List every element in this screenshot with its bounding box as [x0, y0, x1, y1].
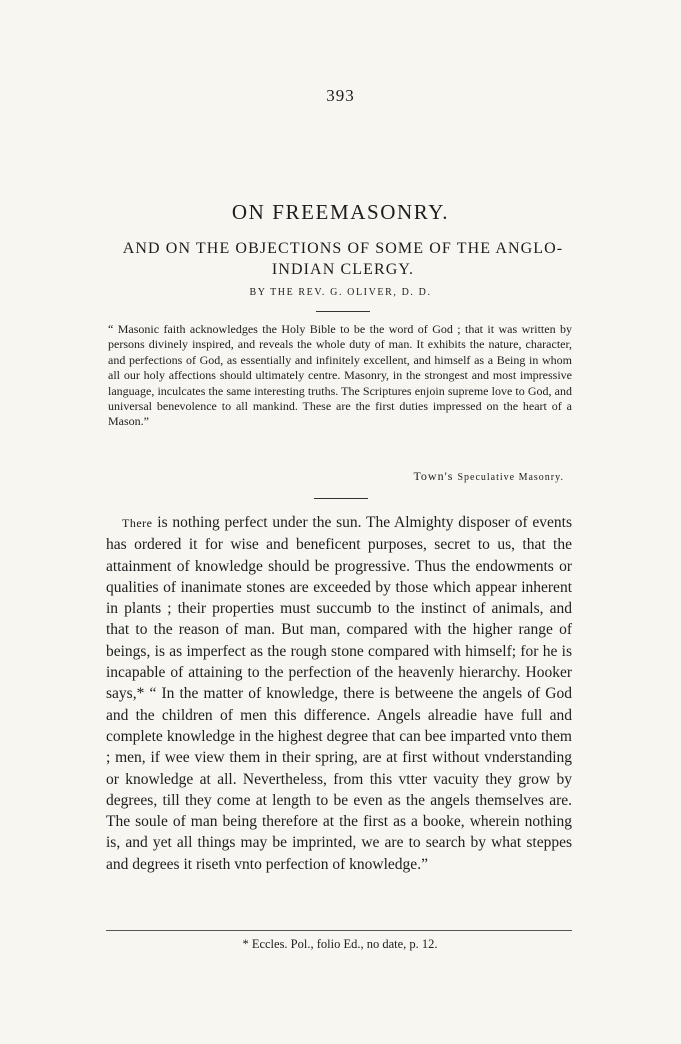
epigraph-divider — [314, 498, 368, 499]
attribution-author: Town's — [413, 469, 454, 483]
page-number: 393 — [326, 86, 355, 105]
footnote-divider — [106, 930, 572, 931]
title-divider — [316, 311, 370, 312]
author-byline: BY THE REV. G. OLIVER, D. D. — [249, 287, 432, 298]
body-dropword: There — [122, 516, 153, 530]
attribution-work: Speculative Masonry. — [457, 472, 564, 483]
body-paragraph — [106, 512, 572, 875]
article-title: ON FREEMASONRY. — [231, 200, 450, 224]
footnote: * Eccles. Pol., folio Ed., no date, p. 12. — [242, 937, 438, 951]
epigraph-quote: “ Masonic faith acknowledges the Holy Bible to be the word of God ; that it was written by persons divinely inspired, and reveals the whole duty of man. It exhibits the nature, character, and perfections of God, as essentially and infinitely excellent, and himself as a Being in whom all our holy affections should ultimately centre. Masonry, in the strongest and most impressive language, inculcates the same interesting truths. The Scriptures enjoin supreme love to God, and universal benevolence to all mankind. These are the first duties impressed on the heart of a Mason.” — [108, 322, 572, 429]
body-paragraph-text: is nothing perfect under the sun. The Almighty disposer of events has ordered it for wise and beneficent purposes, secret to us, that the attainment of knowledge should be progressive. Thus the endowments or qualities of inanimate stones are exceeded by those which appear inherent in plants ; their properties must succumb to the instinct of animals, and that to the reason of man. But man, compared with the higher range of beings, is as imperfect as the rough stone compared with himself; for he is incapable of attaining to the perfection of the heavenly hierarchy. Hooker says,* “ In the matter of knowledge, there is betweene the angels of God and the children of men this difference. Angels alreadie have full and complete knowledge in the highest degree that can bee imparted vnto them ; men, if wee view them in their spring, are at first without vnderstanding or knowledge at all. Nevertheless, from this vtter vacuity they grow by degrees, till they come at length to be even as the angels themselves are. The soule of man being therefore at the first as a booke, wherein nothing is, and yet all things may be imprinted, we are to search by what steppes and degrees it riseth vnto perfection of knowledge.” — [106, 514, 572, 873]
epigraph-attribution — [108, 469, 564, 484]
article-subtitle: AND ON THE OBJECTIONS OF SOME OF THE ANGLO-INDIAN CLERGY. — [122, 240, 564, 278]
